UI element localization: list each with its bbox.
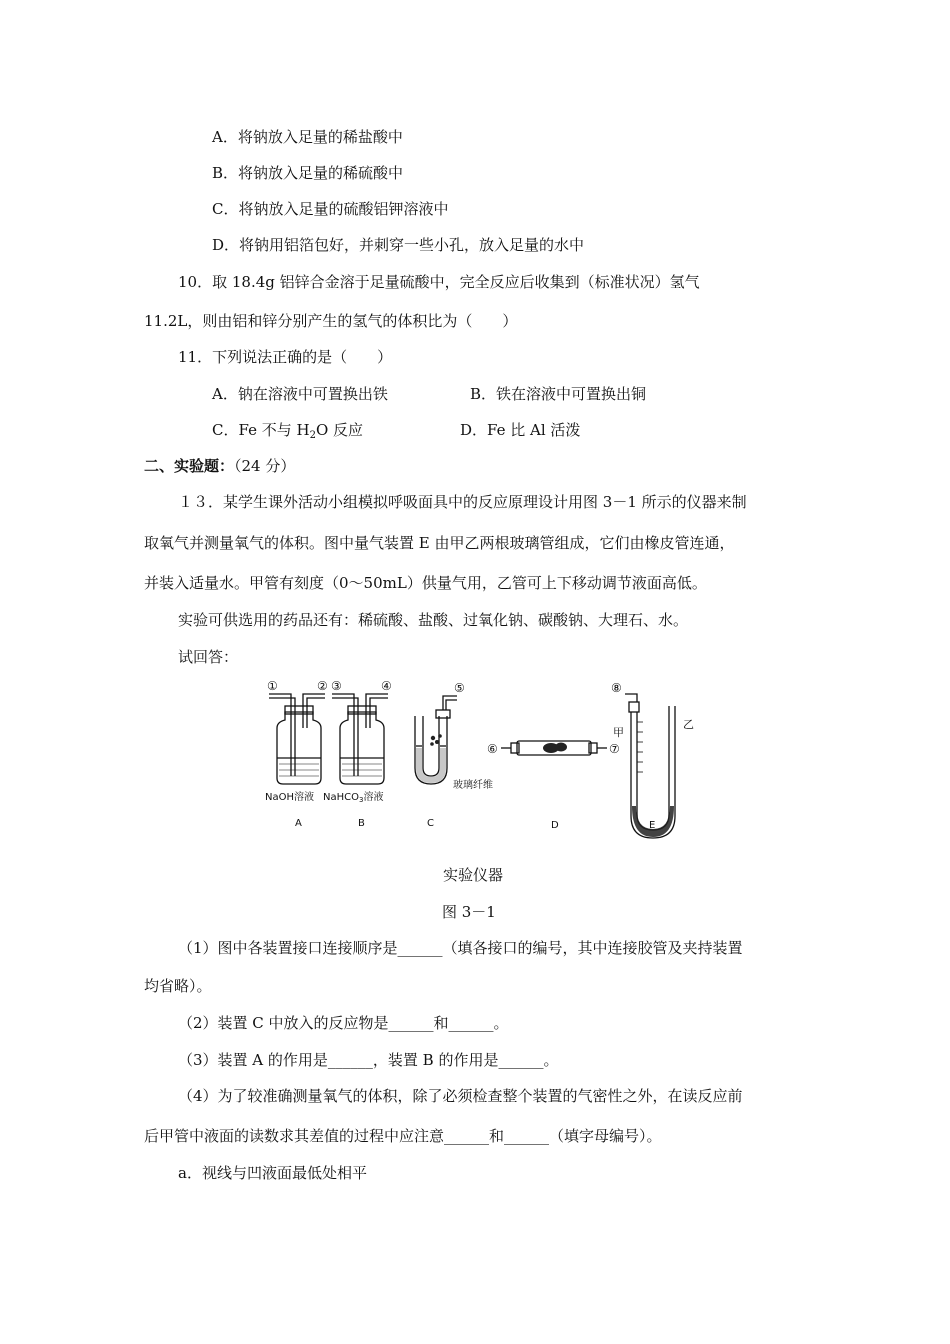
figure-caption: 实验仪器	[443, 866, 504, 884]
letter-a: A	[295, 818, 302, 829]
subq1-line1: （1）图中各装置接口连接顺序是______（填各接口的编号，其中连接胶管及夹持装置	[178, 939, 743, 957]
q10-stem-line1: 10．取 18.4g 铝锌合金溶于足量硫酸中，完全反应后收集到（标准状况）氢气	[178, 273, 700, 291]
subq2: （2）装置 C 中放入的反应物是______和______。	[178, 1014, 509, 1032]
port-7: ⑦	[609, 742, 620, 756]
q11-stem: 11．下列说法正确的是（ ）	[178, 348, 393, 366]
figure-number: 图 3－1	[442, 903, 496, 921]
subq4-option-a: a．视线与凹液面最低处相平	[178, 1164, 367, 1182]
label-jia: 甲	[613, 726, 624, 739]
subq3: （3）装置 A 的作用是______，装置 B 的作用是______。	[178, 1051, 559, 1069]
q9-option-c: C．将钠放入足量的硫酸铝钾溶液中	[212, 200, 449, 218]
q11-option-a: A．钠在溶液中可置换出铁	[212, 385, 388, 403]
q9-option-a: A．将钠放入足量的稀盐酸中	[212, 128, 403, 146]
letter-b: B	[358, 818, 365, 829]
section-heading: 二、实验题：（24 分）	[144, 457, 296, 475]
port-5: ⑤	[454, 681, 465, 695]
q9-option-b: B．将钠放入足量的稀硫酸中	[212, 164, 404, 182]
q13-stem-line3: 并装入适量水。甲管有刻度（0～50mL）供量气用，乙管可上下移动调节液面高低。	[144, 574, 707, 592]
subq4-line2: 后甲管中液面的读数求其差值的过程中应注意______和______（填字母编号）。	[144, 1127, 662, 1145]
port-4: ④	[381, 679, 392, 693]
q11-option-c: C．Fe 不与 $H_2O$ 反应	[212, 421, 364, 441]
q11-option-b: B．铁在溶液中可置换出铜	[470, 385, 647, 403]
port-8: ⑧	[611, 681, 622, 695]
subq4-line1: （4）为了较准确测量氧气的体积，除了必须检查整个装置的气密性之外，在读反应前	[178, 1087, 743, 1105]
letter-e: E	[649, 820, 656, 831]
q13-prompt: 试回答：	[178, 648, 239, 666]
port-3: ③	[331, 679, 342, 693]
port-6: ⑥	[487, 742, 498, 756]
q10-stem-line2: 11.2L，则由铝和锌分别产生的氢气的体积比为（ ）	[144, 312, 518, 330]
q13-reagents: 实验可供选用的药品还有：稀硫酸、盐酸、过氧化钠、碳酸钠、大理石、水。	[178, 611, 689, 629]
port-2: ②	[317, 679, 328, 693]
label-nahco3: NaHCO$_3$溶液	[323, 792, 384, 804]
letter-d: D	[551, 820, 559, 831]
burette-e	[625, 694, 675, 838]
subq1-line2: 均省略）。	[144, 977, 212, 995]
q11-option-d: D．Fe 比 Al 活泼	[460, 421, 581, 439]
label-glass-fiber: 玻璃纤维	[453, 780, 493, 791]
letter-c: C	[427, 818, 434, 829]
q9-option-d: D．将钠用铝箔包好，并刺穿一些小孔，放入足量的水中	[212, 236, 585, 254]
label-yi: 乙	[683, 718, 694, 731]
apparatus-figure	[255, 676, 725, 844]
bottle-a	[269, 694, 325, 784]
q13-stem-line1: １３．某学生课外活动小组模拟呼吸面具中的反应原理设计用图 3－1 所示的仪器来制	[178, 493, 747, 511]
label-naoh: NaOH溶液	[265, 792, 314, 803]
q13-stem-line2: 取氧气并测量氧气的体积。图中量气装置 E 由甲乙两根玻璃管组成，它们由橡皮管连通，	[144, 534, 735, 552]
bottle-b	[332, 694, 388, 784]
port-1: ①	[267, 679, 278, 693]
